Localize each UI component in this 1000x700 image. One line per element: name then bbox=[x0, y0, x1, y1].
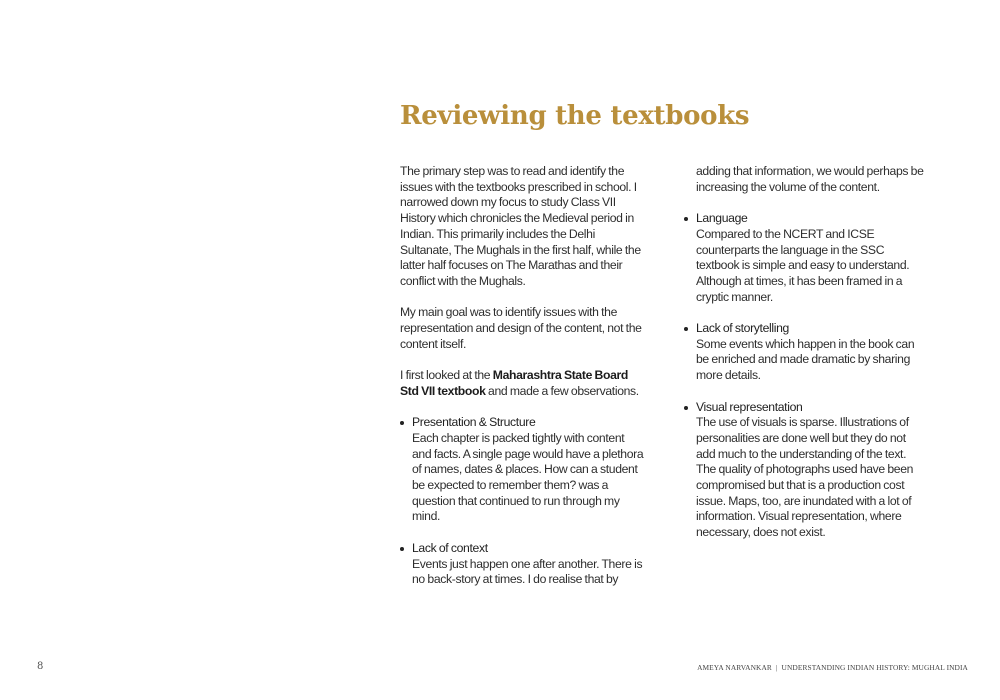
bullet-icon bbox=[684, 327, 688, 331]
list-item bbox=[400, 415, 645, 525]
list-item bbox=[400, 541, 645, 588]
list-item bbox=[684, 400, 926, 541]
bullet-heading: Language bbox=[696, 211, 748, 226]
bullet-body: Compared to the NCERT and ICSE counterparts the language in the SSC textbook is simple and easy to understand. Although at times, it has been framed in a cryptic manner. bbox=[696, 226, 910, 304]
footer-book-title: UNDERSTANDING INDIAN HISTORY: MUGHAL INDIA bbox=[781, 663, 968, 672]
bullet-body: Events just happen one after another. There is no back-story at times. I do realise that by bbox=[412, 556, 643, 587]
right-column bbox=[696, 164, 926, 557]
observation-intro-text-end: and made a few observations. bbox=[485, 383, 639, 398]
intro-paragraph: The primary step was to read and identify the issues with the textbooks prescribed in school. I narrowed down my focus to study Class VII History which chronicles the Medieval period in Indian. This primarily includes the Delhi Sultanate, The Mughals in the first half, while the latter half focuses on The Marathas and their conflict with the Mughals. bbox=[400, 164, 641, 288]
goal-paragraph: My main goal was to identify issues with the representation and design of the content, not the content itself. bbox=[400, 305, 642, 351]
page-number: 8 bbox=[37, 661, 44, 672]
footer-separator: | bbox=[775, 663, 778, 672]
observation-intro-text: I first looked at the bbox=[400, 368, 493, 383]
bullet-body: Each chapter is packed tightly with content and facts. A single page would have a plethora of names, dates & places. How can a student be expected to remember them? was a question that continued to run through my mind. bbox=[412, 430, 644, 524]
list-item bbox=[684, 211, 926, 305]
bullet-heading: Lack of storytelling bbox=[696, 321, 789, 335]
bullet-icon bbox=[400, 547, 404, 551]
bullet-heading: Lack of context bbox=[412, 540, 488, 555]
bullet-body: Some events which happen in the book can be enriched and made dramatic by sharing more details. bbox=[696, 336, 915, 383]
bullet-heading: Visual representation bbox=[696, 399, 803, 414]
bullet-icon bbox=[684, 217, 688, 221]
bullet-icon bbox=[684, 406, 688, 410]
running-footer bbox=[697, 663, 968, 672]
continued-text: adding that information, we would perhaps be increasing the volume of the content. bbox=[696, 164, 924, 194]
observation-intro-paragraph bbox=[400, 368, 645, 399]
bullet-body: The use of visuals is sparse. Illustrations of personalities are done well but they do not add much to the understanding of the text. The quality of photographs used have been compromised but that is a production cost issue. Maps, too, are inundated with a lot of information. Visual representation, where necessary, does not exist. bbox=[696, 415, 914, 540]
list-item bbox=[684, 321, 926, 384]
footer-author: AMEYA NARVANKAR bbox=[697, 663, 772, 672]
page-title: Reviewing the textbooks bbox=[400, 101, 750, 131]
textbook-name: Maharashtra State Board Std VII textbook bbox=[400, 368, 628, 398]
bullet-icon bbox=[400, 421, 404, 425]
bullet-heading: Presentation & Structure bbox=[412, 415, 536, 430]
left-column bbox=[400, 164, 645, 604]
